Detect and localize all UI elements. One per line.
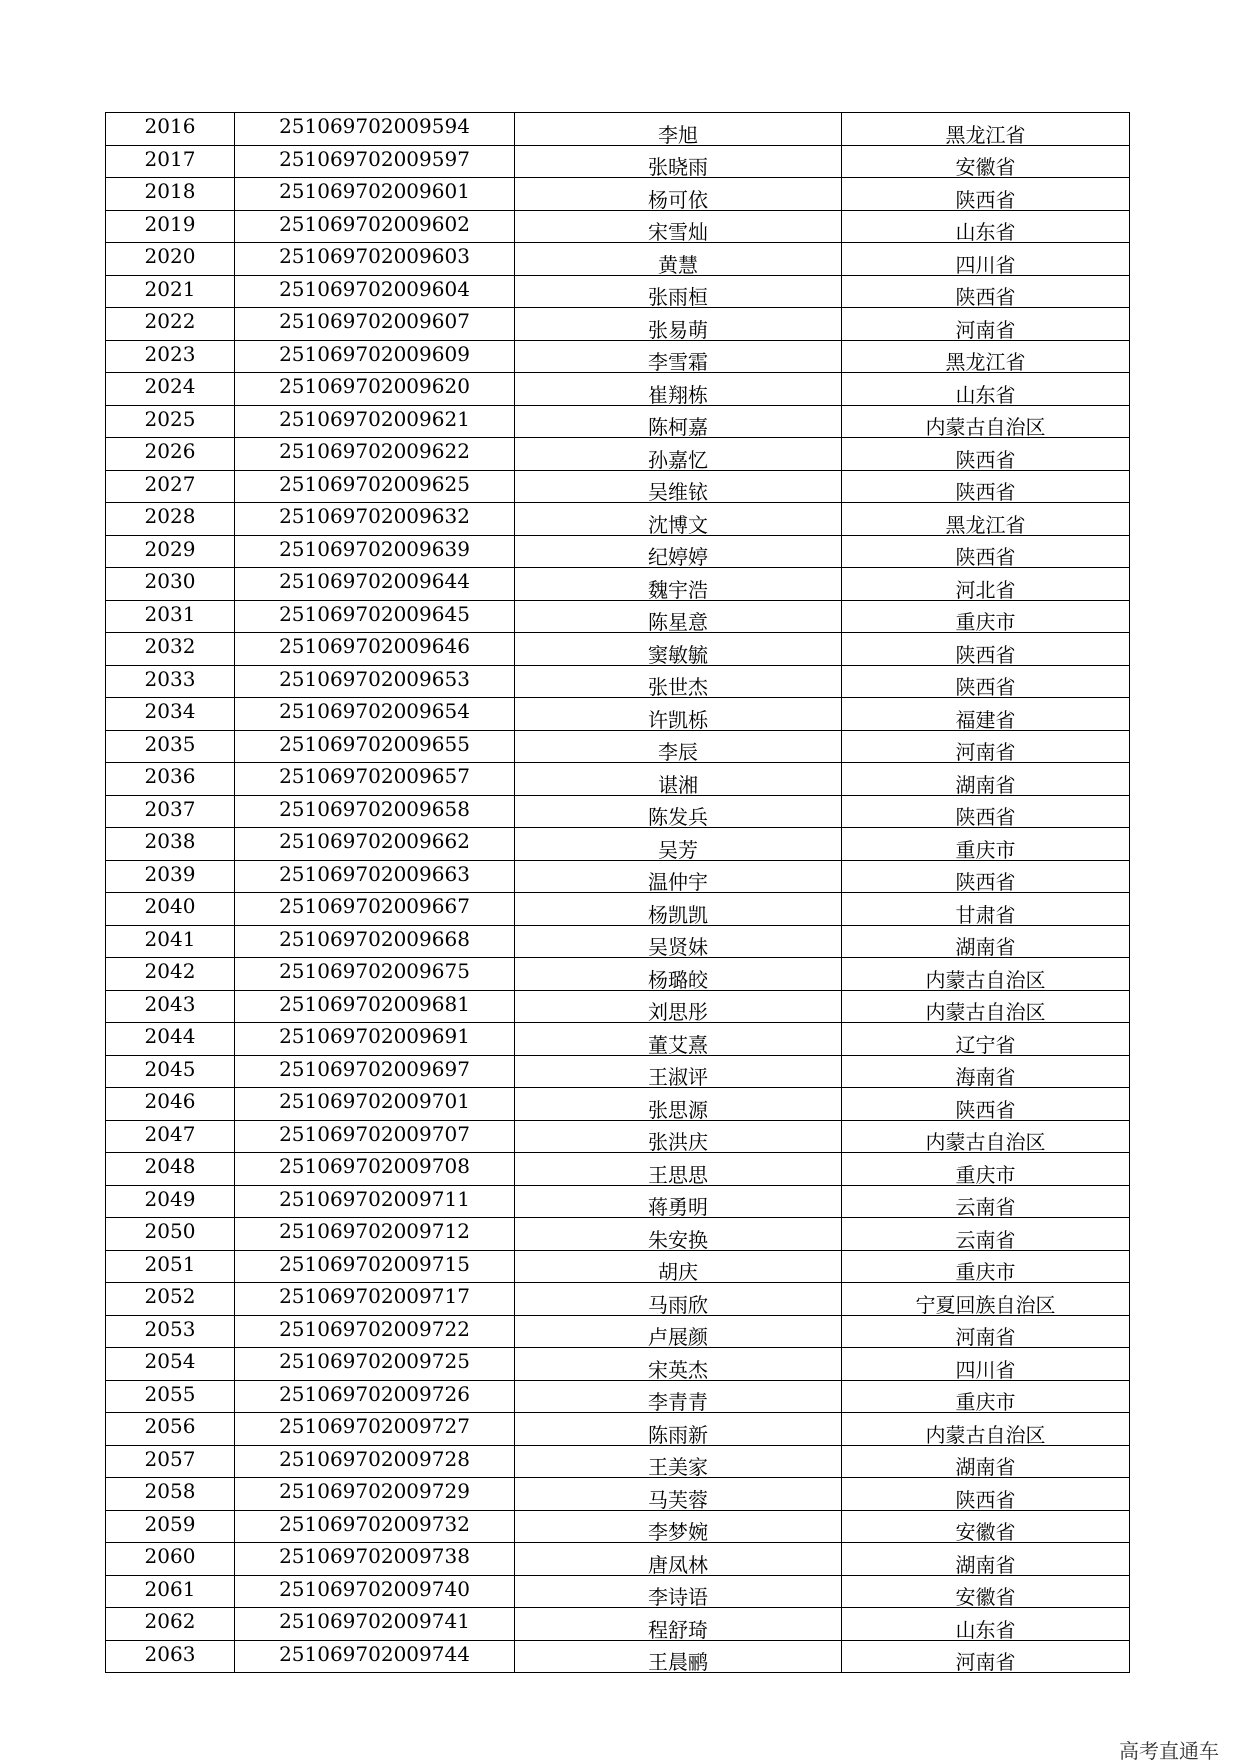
province-cell: 四川省 <box>842 243 1130 276</box>
province-cell: 福建省 <box>842 698 1130 731</box>
row-number-cell: 2061 <box>106 1575 235 1608</box>
row-number-cell: 2038 <box>106 828 235 861</box>
student-name-cell: 杨可依 <box>515 178 842 211</box>
province-cell: 四川省 <box>842 1348 1130 1381</box>
row-number-cell: 2047 <box>106 1120 235 1153</box>
province-cell: 湖南省 <box>842 1445 1130 1478</box>
table-row <box>106 1283 1130 1316</box>
candidate-id-cell: 251069702009668 <box>235 925 515 958</box>
row-number-cell: 2036 <box>106 763 235 796</box>
table-row <box>106 990 1130 1023</box>
province-cell: 湖南省 <box>842 1543 1130 1576</box>
student-name-cell: 王晨鹂 <box>515 1640 842 1673</box>
candidate-id-cell: 251069702009744 <box>235 1640 515 1673</box>
student-name-cell: 杨凯凯 <box>515 893 842 926</box>
table-row <box>106 1413 1130 1446</box>
row-number-cell: 2044 <box>106 1023 235 1056</box>
table-row <box>106 795 1130 828</box>
province-cell: 陕西省 <box>842 438 1130 471</box>
province-cell: 内蒙古自治区 <box>842 1120 1130 1153</box>
candidate-id-cell: 251069702009621 <box>235 405 515 438</box>
candidate-id-cell: 251069702009654 <box>235 698 515 731</box>
student-name-cell: 李辰 <box>515 730 842 763</box>
table-row <box>106 1315 1130 1348</box>
candidate-id-cell: 251069702009697 <box>235 1055 515 1088</box>
row-number-cell: 2058 <box>106 1478 235 1511</box>
row-number-cell: 2048 <box>106 1153 235 1186</box>
row-number-cell: 2052 <box>106 1283 235 1316</box>
row-number-cell: 2023 <box>106 340 235 373</box>
province-cell: 黑龙江省 <box>842 340 1130 373</box>
table-row <box>106 1088 1130 1121</box>
candidate-id-cell: 251069702009620 <box>235 373 515 406</box>
row-number-cell: 2033 <box>106 665 235 698</box>
province-cell: 重庆市 <box>842 828 1130 861</box>
row-number-cell: 2045 <box>106 1055 235 1088</box>
candidate-id-cell: 251069702009644 <box>235 568 515 601</box>
candidate-id-cell: 251069702009655 <box>235 730 515 763</box>
student-name-cell: 宋英杰 <box>515 1348 842 1381</box>
table-row <box>106 308 1130 341</box>
student-name-cell: 窦敏毓 <box>515 633 842 666</box>
candidate-id-cell: 251069702009657 <box>235 763 515 796</box>
table-row <box>106 1608 1130 1641</box>
candidate-id-cell: 251069702009712 <box>235 1218 515 1251</box>
table-row <box>106 730 1130 763</box>
candidate-id-cell: 251069702009653 <box>235 665 515 698</box>
province-cell: 陕西省 <box>842 795 1130 828</box>
table-row <box>106 1445 1130 1478</box>
province-cell: 重庆市 <box>842 1380 1130 1413</box>
row-number-cell: 2020 <box>106 243 235 276</box>
row-number-cell: 2054 <box>106 1348 235 1381</box>
table-row <box>106 178 1130 211</box>
province-cell: 安徽省 <box>842 1575 1130 1608</box>
row-number-cell: 2024 <box>106 373 235 406</box>
student-name-cell: 崔翔栋 <box>515 373 842 406</box>
candidate-id-cell: 251069702009622 <box>235 438 515 471</box>
row-number-cell: 2063 <box>106 1640 235 1673</box>
table-row <box>106 1120 1130 1153</box>
candidate-id-cell: 251069702009667 <box>235 893 515 926</box>
row-number-cell: 2042 <box>106 958 235 991</box>
table-row <box>106 405 1130 438</box>
table-row <box>106 1023 1130 1056</box>
row-number-cell: 2051 <box>106 1250 235 1283</box>
table-row <box>106 665 1130 698</box>
row-number-cell: 2059 <box>106 1510 235 1543</box>
table-row <box>106 1348 1130 1381</box>
student-name-cell: 王淑评 <box>515 1055 842 1088</box>
row-number-cell: 2046 <box>106 1088 235 1121</box>
student-name-cell: 纪婷婷 <box>515 535 842 568</box>
table-row <box>106 893 1130 926</box>
table-row <box>106 535 1130 568</box>
table-row <box>106 1055 1130 1088</box>
candidate-id-cell: 251069702009597 <box>235 145 515 178</box>
province-cell: 云南省 <box>842 1185 1130 1218</box>
student-name-cell: 李雪霜 <box>515 340 842 373</box>
province-cell: 辽宁省 <box>842 1023 1130 1056</box>
student-name-cell: 马芙蓉 <box>515 1478 842 1511</box>
table-row <box>106 828 1130 861</box>
student-name-cell: 蒋勇明 <box>515 1185 842 1218</box>
student-name-cell: 李青青 <box>515 1380 842 1413</box>
student-name-cell: 陈发兵 <box>515 795 842 828</box>
table-row <box>106 1185 1130 1218</box>
province-cell: 湖南省 <box>842 925 1130 958</box>
table-row <box>106 958 1130 991</box>
row-number-cell: 2028 <box>106 503 235 536</box>
student-name-cell: 魏宇浩 <box>515 568 842 601</box>
student-name-cell: 程舒琦 <box>515 1608 842 1641</box>
candidate-id-cell: 251069702009603 <box>235 243 515 276</box>
student-name-cell: 李旭 <box>515 113 842 146</box>
student-name-cell: 吴维铱 <box>515 470 842 503</box>
candidate-id-cell: 251069702009729 <box>235 1478 515 1511</box>
province-cell: 云南省 <box>842 1218 1130 1251</box>
student-name-cell: 张思源 <box>515 1088 842 1121</box>
candidate-id-cell: 251069702009662 <box>235 828 515 861</box>
table-row <box>106 1640 1130 1673</box>
candidate-id-cell: 251069702009715 <box>235 1250 515 1283</box>
row-number-cell: 2053 <box>106 1315 235 1348</box>
row-number-cell: 2049 <box>106 1185 235 1218</box>
table-row <box>106 1478 1130 1511</box>
row-number-cell: 2017 <box>106 145 235 178</box>
province-cell: 山东省 <box>842 210 1130 243</box>
candidate-id-cell: 251069702009594 <box>235 113 515 146</box>
candidate-id-cell: 251069702009711 <box>235 1185 515 1218</box>
row-number-cell: 2056 <box>106 1413 235 1446</box>
candidate-id-cell: 251069702009607 <box>235 308 515 341</box>
candidate-id-cell: 251069702009646 <box>235 633 515 666</box>
row-number-cell: 2018 <box>106 178 235 211</box>
student-name-cell: 温仲宇 <box>515 860 842 893</box>
table-row <box>106 925 1130 958</box>
table-row <box>106 1153 1130 1186</box>
candidate-id-cell: 251069702009632 <box>235 503 515 536</box>
province-cell: 河南省 <box>842 1315 1130 1348</box>
table-row <box>106 275 1130 308</box>
table-row <box>106 600 1130 633</box>
table-row <box>106 568 1130 601</box>
candidate-id-cell: 251069702009701 <box>235 1088 515 1121</box>
candidate-id-cell: 251069702009741 <box>235 1608 515 1641</box>
candidate-id-cell: 251069702009658 <box>235 795 515 828</box>
row-number-cell: 2022 <box>106 308 235 341</box>
province-cell: 内蒙古自治区 <box>842 990 1130 1023</box>
student-name-cell: 沈博文 <box>515 503 842 536</box>
candidate-id-cell: 251069702009645 <box>235 600 515 633</box>
candidate-id-cell: 251069702009707 <box>235 1120 515 1153</box>
table-row <box>106 340 1130 373</box>
student-name-cell: 李梦婉 <box>515 1510 842 1543</box>
candidate-id-cell: 251069702009691 <box>235 1023 515 1056</box>
student-name-cell: 杨璐皎 <box>515 958 842 991</box>
candidate-id-cell: 251069702009681 <box>235 990 515 1023</box>
table-row <box>106 633 1130 666</box>
province-cell: 河南省 <box>842 308 1130 341</box>
row-number-cell: 2035 <box>106 730 235 763</box>
province-cell: 内蒙古自治区 <box>842 958 1130 991</box>
row-number-cell: 2055 <box>106 1380 235 1413</box>
row-number-cell: 2040 <box>106 893 235 926</box>
row-number-cell: 2043 <box>106 990 235 1023</box>
student-name-cell: 张洪庆 <box>515 1120 842 1153</box>
province-cell: 宁夏回族自治区 <box>842 1283 1130 1316</box>
row-number-cell: 2029 <box>106 535 235 568</box>
province-cell: 山东省 <box>842 373 1130 406</box>
province-cell: 湖南省 <box>842 763 1130 796</box>
table-row <box>106 1380 1130 1413</box>
student-name-cell: 唐凤林 <box>515 1543 842 1576</box>
watermark-text: 高考直通车 <box>1119 1739 1219 1763</box>
province-cell: 重庆市 <box>842 600 1130 633</box>
candidate-id-cell: 251069702009602 <box>235 210 515 243</box>
province-cell: 内蒙古自治区 <box>842 1413 1130 1446</box>
province-cell: 陕西省 <box>842 665 1130 698</box>
student-name-cell: 胡庆 <box>515 1250 842 1283</box>
province-cell: 山东省 <box>842 1608 1130 1641</box>
province-cell: 陕西省 <box>842 178 1130 211</box>
student-name-cell: 许凯栎 <box>515 698 842 731</box>
student-name-cell: 张世杰 <box>515 665 842 698</box>
student-name-cell: 宋雪灿 <box>515 210 842 243</box>
student-name-cell: 刘思彤 <box>515 990 842 1023</box>
table-row <box>106 243 1130 276</box>
province-cell: 重庆市 <box>842 1250 1130 1283</box>
row-number-cell: 2030 <box>106 568 235 601</box>
candidate-id-cell: 251069702009740 <box>235 1575 515 1608</box>
candidate-id-cell: 251069702009663 <box>235 860 515 893</box>
province-cell: 安徽省 <box>842 1510 1130 1543</box>
candidate-id-cell: 251069702009601 <box>235 178 515 211</box>
candidate-id-cell: 251069702009727 <box>235 1413 515 1446</box>
student-name-cell: 卢展颜 <box>515 1315 842 1348</box>
province-cell: 黑龙江省 <box>842 503 1130 536</box>
candidate-id-cell: 251069702009728 <box>235 1445 515 1478</box>
table-row <box>106 438 1130 471</box>
candidate-id-cell: 251069702009708 <box>235 1153 515 1186</box>
student-name-cell: 陈柯嘉 <box>515 405 842 438</box>
candidate-id-cell: 251069702009609 <box>235 340 515 373</box>
candidate-id-cell: 251069702009639 <box>235 535 515 568</box>
row-number-cell: 2057 <box>106 1445 235 1478</box>
student-name-cell: 王思思 <box>515 1153 842 1186</box>
student-name-cell: 吴贤妹 <box>515 925 842 958</box>
candidate-id-cell: 251069702009675 <box>235 958 515 991</box>
province-cell: 重庆市 <box>842 1153 1130 1186</box>
province-cell: 河南省 <box>842 730 1130 763</box>
roster-table <box>105 112 1130 1673</box>
student-name-cell: 谌湘 <box>515 763 842 796</box>
row-number-cell: 2039 <box>106 860 235 893</box>
student-name-cell: 孙嘉忆 <box>515 438 842 471</box>
student-name-cell: 吴芳 <box>515 828 842 861</box>
candidate-id-cell: 251069702009717 <box>235 1283 515 1316</box>
student-name-cell: 王美家 <box>515 1445 842 1478</box>
row-number-cell: 2019 <box>106 210 235 243</box>
table-row <box>106 1218 1130 1251</box>
table-row <box>106 763 1130 796</box>
row-number-cell: 2062 <box>106 1608 235 1641</box>
province-cell: 陕西省 <box>842 275 1130 308</box>
candidate-id-cell: 251069702009604 <box>235 275 515 308</box>
roster-body <box>106 113 1130 1673</box>
candidate-id-cell: 251069702009625 <box>235 470 515 503</box>
table-row <box>106 1250 1130 1283</box>
student-name-cell: 张易萌 <box>515 308 842 341</box>
province-cell: 河南省 <box>842 1640 1130 1673</box>
candidate-id-cell: 251069702009732 <box>235 1510 515 1543</box>
table-row <box>106 698 1130 731</box>
student-name-cell: 张雨桓 <box>515 275 842 308</box>
row-number-cell: 2025 <box>106 405 235 438</box>
student-name-cell: 李诗语 <box>515 1575 842 1608</box>
province-cell: 陕西省 <box>842 535 1130 568</box>
table-row <box>106 210 1130 243</box>
row-number-cell: 2037 <box>106 795 235 828</box>
table-row <box>106 503 1130 536</box>
candidate-id-cell: 251069702009722 <box>235 1315 515 1348</box>
row-number-cell: 2016 <box>106 113 235 146</box>
row-number-cell: 2032 <box>106 633 235 666</box>
table-row <box>106 470 1130 503</box>
province-cell: 安徽省 <box>842 145 1130 178</box>
table-row <box>106 1575 1130 1608</box>
row-number-cell: 2050 <box>106 1218 235 1251</box>
table-row <box>106 113 1130 146</box>
table-row <box>106 860 1130 893</box>
table-row <box>106 1510 1130 1543</box>
province-cell: 黑龙江省 <box>842 113 1130 146</box>
table-row <box>106 1543 1130 1576</box>
province-cell: 甘肃省 <box>842 893 1130 926</box>
province-cell: 陕西省 <box>842 1088 1130 1121</box>
row-number-cell: 2031 <box>106 600 235 633</box>
province-cell: 海南省 <box>842 1055 1130 1088</box>
student-name-cell: 陈雨新 <box>515 1413 842 1446</box>
table-row <box>106 145 1130 178</box>
row-number-cell: 2034 <box>106 698 235 731</box>
row-number-cell: 2021 <box>106 275 235 308</box>
table-row <box>106 373 1130 406</box>
student-name-cell: 陈星意 <box>515 600 842 633</box>
province-cell: 陕西省 <box>842 470 1130 503</box>
row-number-cell: 2041 <box>106 925 235 958</box>
candidate-id-cell: 251069702009738 <box>235 1543 515 1576</box>
student-name-cell: 朱安换 <box>515 1218 842 1251</box>
province-cell: 内蒙古自治区 <box>842 405 1130 438</box>
province-cell: 陕西省 <box>842 1478 1130 1511</box>
student-name-cell: 马雨欣 <box>515 1283 842 1316</box>
student-name-cell: 董艾熹 <box>515 1023 842 1056</box>
candidate-id-cell: 251069702009725 <box>235 1348 515 1381</box>
province-cell: 陕西省 <box>842 860 1130 893</box>
student-name-cell: 黄慧 <box>515 243 842 276</box>
row-number-cell: 2060 <box>106 1543 235 1576</box>
row-number-cell: 2027 <box>106 470 235 503</box>
province-cell: 陕西省 <box>842 633 1130 666</box>
row-number-cell: 2026 <box>106 438 235 471</box>
province-cell: 河北省 <box>842 568 1130 601</box>
candidate-id-cell: 251069702009726 <box>235 1380 515 1413</box>
student-name-cell: 张晓雨 <box>515 145 842 178</box>
